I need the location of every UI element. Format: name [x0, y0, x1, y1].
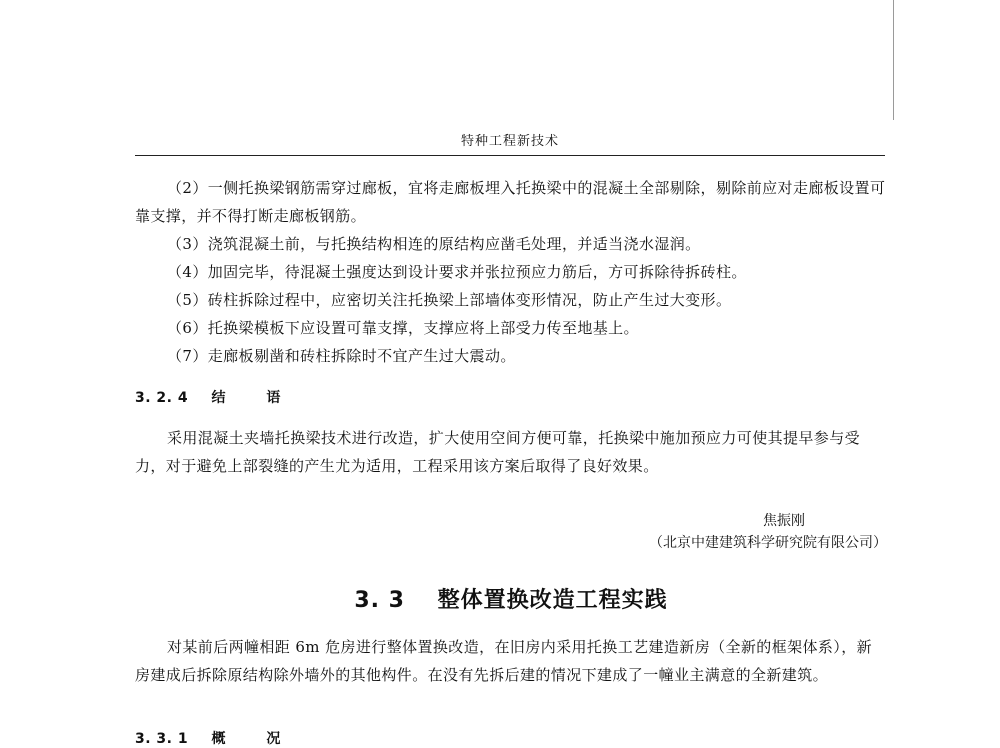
list-item-3: （3）浇筑混凝土前，与托换结构相连的原结构应凿毛处理，并适当浇水湿润。 — [167, 235, 701, 253]
section-number: 3. 3 — [354, 588, 405, 613]
header-rule — [135, 155, 885, 156]
list-item-7: （7）走廊板剔凿和砖柱拆除时不宜产生过大震动。 — [167, 347, 516, 365]
conclusion-paragraph: 采用混凝土夹墙托换梁技术进行改造，扩大使用空间方便可靠，托换梁中施加预应力可使其提早参与受力，对于避免上部裂缝的产生尤为适用，工程采用该方案后取得了良好效果。 — [135, 429, 861, 475]
subsection-heading-3-2-4 — [135, 387, 298, 407]
list-item-5: （5）砖柱拆除过程中，应密切关注托换梁上部墙体变形情况，防止产生过大变形。 — [167, 291, 732, 309]
section-heading-3-3 — [135, 583, 887, 614]
subsection-title: 概 况 — [211, 731, 299, 747]
section-title: 整体置换改造工程实践 — [437, 588, 668, 613]
list-item-4: （4）加固完毕，待混凝土强度达到设计要求并张拉预应力筋后，方可拆除待拆砖柱。 — [167, 263, 747, 281]
list-item-2: （2）一侧托换梁钢筋需穿过廊板，宜将走廊板埋入托换梁中的混凝土全部剔除，剔除前应对走廊板设置可靠支撑，并不得打断走廊板钢筋。 — [135, 179, 886, 225]
scan-artifact-line — [893, 0, 894, 120]
intro-paragraph: 对某前后两幢相距 6m 危房进行整体置换改造，在旧房内采用托换工艺建造新房（全新的框架体系），新房建成后拆除原结构除外墙外的其他构件。在没有先拆后建的情况下建成了一幢业主满意的全新建筑。 — [135, 638, 873, 684]
subsection-heading-3-3-1 — [135, 728, 298, 748]
subsection-number: 3. 2. 4 — [135, 390, 189, 406]
author-block — [649, 510, 887, 554]
subsection-number: 3. 3. 1 — [135, 731, 189, 747]
list-item-6: （6）托换梁模板下应设置可靠支撑，支撑应将上部受力传至地基上。 — [167, 319, 639, 337]
running-header: 特种工程新技术 — [460, 134, 559, 149]
author-name: 焦振刚 — [763, 513, 805, 529]
author-affiliation: （北京中建建筑科学研究院有限公司） — [649, 535, 887, 551]
subsection-title: 结 语 — [211, 390, 299, 406]
